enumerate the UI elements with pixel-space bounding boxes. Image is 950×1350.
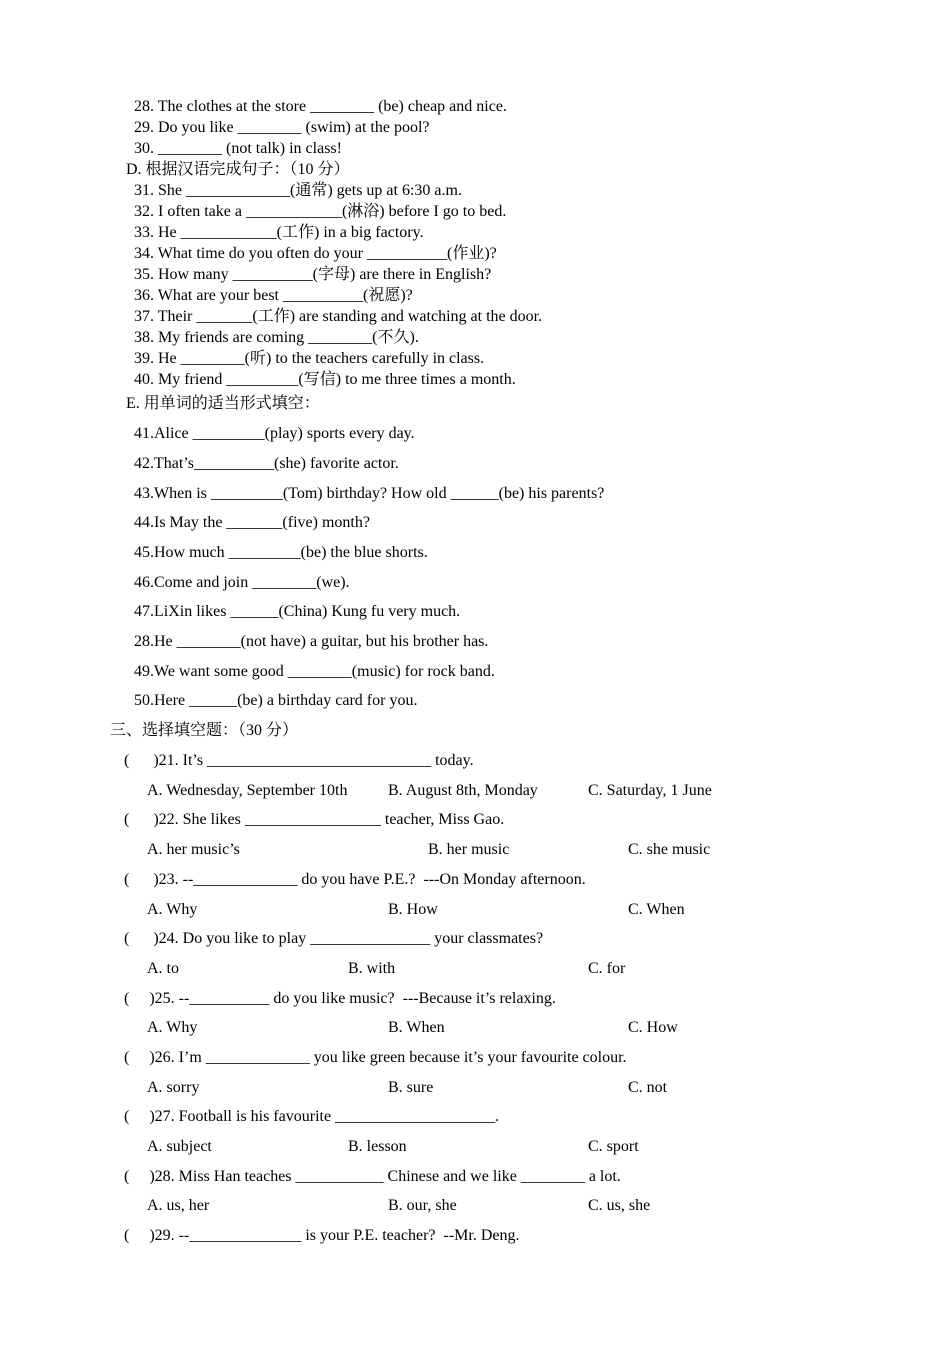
exercise-item: 34. What time do you often do your __________(作业)? <box>134 245 497 262</box>
question-stem: ( )21. It’s ____________________________ today. <box>124 752 474 769</box>
exercise-item: 49.We want some good ________(music) for rock band. <box>134 663 495 680</box>
option-b: B. sure <box>388 1079 434 1096</box>
option-c: C. for <box>588 960 626 977</box>
option-a: A. subject <box>147 1138 212 1155</box>
option-b: B. her music <box>428 841 510 858</box>
question-stem: ( )28. Miss Han teaches ___________ Chinese and we like ________ a lot. <box>124 1168 621 1185</box>
option-c: C. not <box>628 1079 668 1096</box>
question-stem: ( )23. --_____________ do you have P.E.? ---On Monday afternoon. <box>124 871 586 888</box>
option-c: C. she music <box>628 841 711 858</box>
option-c: C. Saturday, 1 June <box>588 782 712 799</box>
section-d-heading: D. 根据汉语完成句子：（10 分） <box>126 161 350 178</box>
option-b: B. lesson <box>348 1138 407 1155</box>
option-b: B. August 8th, Monday <box>388 782 538 799</box>
exercise-item: 36. What are your best __________(祝愿)? <box>134 287 413 304</box>
section-three-heading: 三、选择填空题：（30 分） <box>110 722 299 739</box>
option-a: A. sorry <box>147 1079 200 1096</box>
exercise-item: 28.He ________(not have) a guitar, but his brother has. <box>134 633 489 650</box>
exercise-item: 28. The clothes at the store ________ (be) cheap and nice. <box>134 98 507 115</box>
option-b: B. When <box>388 1019 445 1036</box>
exercise-item: 29. Do you like ________ (swim) at the pool? <box>134 119 430 136</box>
option-c: C. us, she <box>588 1197 651 1214</box>
exercise-item: 45.How much _________(be) the blue shorts. <box>134 544 428 561</box>
exercise-item: 37. Their _______(工作) are standing and watching at the door. <box>134 308 543 325</box>
exercise-item: 44.Is May the _______(five) month? <box>134 514 370 531</box>
question-stem: ( )27. Football is his favourite ____________________. <box>124 1108 500 1125</box>
exercise-item: 42.That’s__________(she) favorite actor. <box>134 455 399 472</box>
option-a: A. Why <box>147 901 198 918</box>
option-a: A. Why <box>147 1019 198 1036</box>
question-stem: ( )29. --______________ is your P.E. teacher? --Mr. Deng. <box>124 1227 520 1244</box>
section-e-heading: E. 用单词的适当形式填空： <box>126 395 320 412</box>
question-stem: ( )25. --__________ do you like music? ---Because it’s relaxing. <box>124 990 556 1007</box>
option-a: A. her music’s <box>147 841 240 858</box>
exercise-item: 30. ________ (not talk) in class! <box>134 140 342 157</box>
exercise-item: 31. She _____________(通常) gets up at 6:30 a.m. <box>134 182 462 199</box>
option-c: C. sport <box>588 1138 639 1155</box>
exercise-item: 41.Alice _________(play) sports every day. <box>134 425 415 442</box>
exercise-item: 50.Here ______(be) a birthday card for you. <box>134 692 418 709</box>
exercise-item: 47.LiXin likes ______(China) Kung fu very much. <box>134 603 461 620</box>
option-c: C. When <box>628 901 685 918</box>
option-a: A. us, her <box>147 1197 210 1214</box>
question-stem: ( )26. I’m _____________ you like green because it’s your favourite colour. <box>124 1049 627 1066</box>
option-b: B. with <box>348 960 396 977</box>
option-b: B. How <box>388 901 438 918</box>
exercise-item: 40. My friend _________(写信) to me three times a month. <box>134 371 516 388</box>
question-stem: ( )22. She likes _________________ teacher, Miss Gao. <box>124 811 505 828</box>
option-b: B. our, she <box>388 1197 457 1214</box>
option-c: C. How <box>628 1019 678 1036</box>
exercise-item: 35. How many __________(字母) are there in English? <box>134 266 492 283</box>
exercise-item: 39. He ________(听) to the teachers carefully in class. <box>134 350 485 367</box>
exercise-item: 32. I often take a ____________(淋浴) before I go to bed. <box>134 203 507 220</box>
option-a: A. Wednesday, September 10th <box>147 782 348 799</box>
option-a: A. to <box>147 960 179 977</box>
exercise-item: 43.When is _________(Tom) birthday? How old ______(be) his parents? <box>134 485 605 502</box>
exercise-item: 33. He ____________(工作) in a big factory. <box>134 224 424 241</box>
exercise-item: 46.Come and join ________(we). <box>134 574 350 591</box>
exercise-item: 38. My friends are coming ________(不久). <box>134 329 419 346</box>
question-stem: ( )24. Do you like to play _______________ your classmates? <box>124 930 544 947</box>
